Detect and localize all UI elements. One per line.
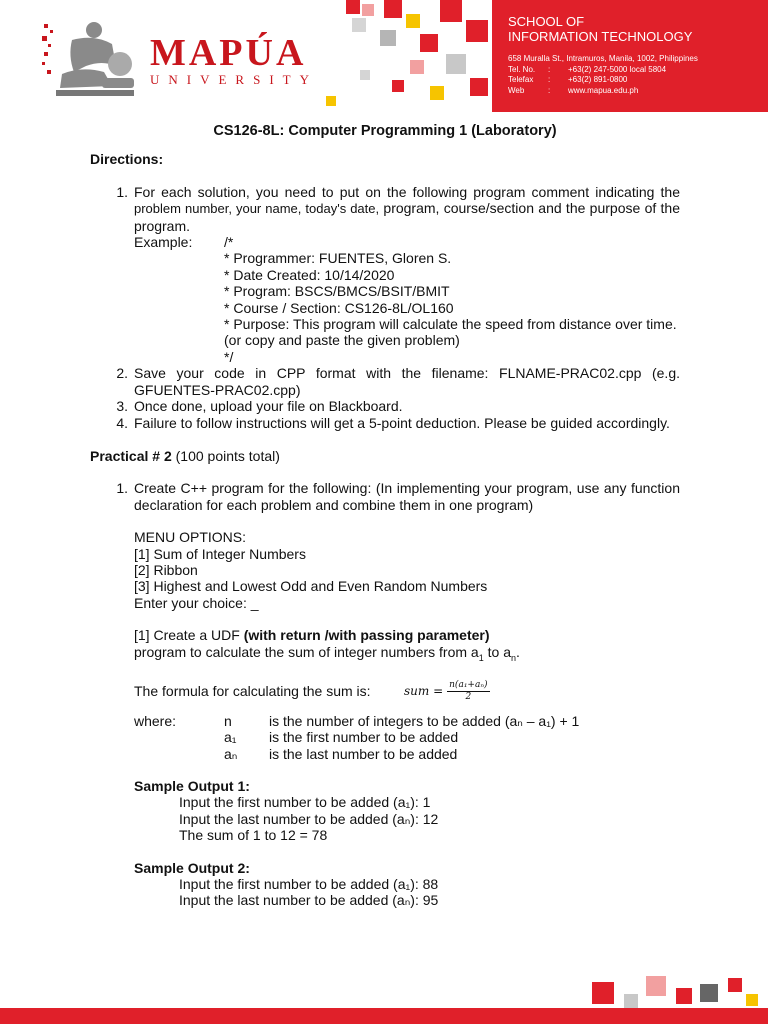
item-number: 4. [116, 414, 128, 431]
subscript: n [510, 652, 516, 663]
sample-output-2 [134, 876, 680, 909]
decor-square [700, 984, 718, 1002]
brand-subtitle: UNIVERSITY [150, 72, 318, 87]
practical-title: Practical # 2 [90, 447, 172, 464]
item-content [134, 480, 680, 909]
sample-output-1 [134, 794, 680, 843]
where-table [134, 713, 680, 762]
decor-square [362, 4, 374, 16]
menu-line: [1] Sum of Integer Numbers [134, 545, 306, 562]
decor-square [746, 994, 758, 1006]
decor-square [346, 0, 360, 14]
example-line: (or copy and paste the given problem) [224, 332, 460, 349]
example-line: * Course / Section: CS126-8L/OL160 [224, 299, 454, 316]
decor-square [446, 54, 466, 74]
where-label: where: [134, 712, 177, 729]
text: For each solution, you need to put on the following program comment indicating the [134, 183, 680, 200]
address: 658 Muralla St., Intramuros, Manila, 1002, Philippines [508, 54, 698, 63]
sample-line: Input the last number to be added (aₙ): 95 [179, 892, 439, 909]
menu-line: [3] Highest and Lowest Odd and Even Random Numbers [134, 578, 488, 595]
telefax-value: +63(2) 891-0800 [568, 75, 628, 84]
decor-square [360, 70, 370, 80]
formula-lhs: sum = [404, 684, 444, 699]
where-row [134, 713, 680, 729]
university-logotype [150, 34, 318, 88]
directions-list [90, 184, 680, 431]
item-number: 3. [116, 398, 128, 415]
tel-value: +63(2) 247-5000 local 5804 [568, 64, 667, 74]
item-number: 2. [116, 365, 128, 382]
formula-numerator: n(a₁+aₙ) [449, 679, 488, 690]
list-item [90, 398, 680, 414]
sample-line: The sum of 1 to 12 = 78 [179, 827, 328, 844]
menu-options [134, 529, 680, 611]
text: problem number, your name, today's date, [134, 201, 380, 217]
sample-line: Input the last number to be added (aₙ): 12 [179, 810, 439, 827]
item-text: Failure to follow instructions will get a 5-point deduction. Please be guided accordingly. [134, 414, 670, 431]
separator: : [548, 64, 551, 74]
text: program to calculate the sum of integer numbers from a [134, 643, 479, 660]
brand-name: MAPÚA [150, 32, 307, 74]
udf-instruction [134, 627, 680, 666]
decor-square [728, 978, 742, 992]
item-number: 1. [116, 480, 128, 497]
decor-square [420, 34, 438, 52]
decor-square [676, 988, 692, 1004]
telefax-label: Telefax [508, 75, 534, 84]
example-line: * Purpose: This program will calculate the speed from distance over time. [224, 316, 677, 333]
decor-square [470, 78, 488, 96]
formula-denominator: 2 [465, 691, 472, 702]
formula-fraction [447, 680, 489, 703]
where-row [134, 746, 680, 762]
item-text [134, 184, 680, 234]
decor-square [440, 0, 462, 22]
separator: : [548, 75, 551, 84]
contact-row-web [508, 86, 698, 97]
decor-square [384, 0, 402, 18]
text: [1] Create a UDF [134, 627, 244, 644]
example-block [134, 234, 680, 365]
where-symbol: a₁ [224, 729, 237, 746]
text: program, course/section and the purpose of the program. [134, 200, 680, 234]
item-content [134, 184, 680, 365]
example-line: */ [224, 348, 234, 365]
spacer [134, 729, 224, 745]
school-name [508, 14, 692, 44]
example-code [224, 234, 677, 365]
example-line: * Date Created: 10/14/2020 [224, 266, 395, 283]
contact-row-tel [508, 65, 698, 76]
document-body [90, 123, 680, 909]
document-title: CS126-8L: Computer Programming 1 (Laboratory) [213, 123, 557, 139]
subscript: 1 [478, 652, 484, 663]
school-line-2: INFORMATION TECHNOLOGY [508, 29, 693, 44]
list-item [90, 480, 680, 909]
sample-output-1-heading: Sample Output 1: [134, 777, 250, 794]
decor-square [380, 30, 396, 46]
decor-square [646, 976, 666, 996]
list-item [90, 415, 680, 431]
where-desc: is the number of integers to be added (aₙ – a₁) + 1 [269, 712, 580, 729]
example-line: * Program: BSCS/BMCS/BSIT/BMIT [224, 283, 450, 300]
decor-square [410, 60, 424, 74]
school-line-1: SCHOOL OF [508, 14, 585, 29]
decor-square [624, 994, 638, 1008]
where-symbol: aₙ [224, 745, 238, 762]
text: . [516, 643, 520, 660]
tel-label: Tel. No. [508, 64, 536, 74]
contact-info [508, 54, 698, 96]
formula-label: The formula for calculating the sum is: [134, 683, 371, 700]
menu-line: Enter your choice: _ [134, 594, 259, 611]
formula-line [134, 680, 680, 703]
where-row [134, 729, 680, 745]
decor-square [326, 96, 336, 106]
contact-row-telefax [508, 75, 698, 86]
menu-line: [2] Ribbon [134, 561, 198, 578]
item-text: Create C++ program for the following: (In implementing your program, use any function declaration for each problem and combine them in one program) [134, 480, 680, 513]
menu-line: MENU OPTIONS: [134, 529, 247, 546]
practical-heading [90, 448, 680, 464]
item-number: 1. [116, 183, 128, 200]
decor-square [430, 86, 444, 100]
decor-square [466, 20, 488, 42]
letterhead [0, 0, 768, 112]
web-label: Web [508, 85, 525, 95]
where-desc: is the first number to be added [269, 729, 459, 746]
university-seal-logo [42, 16, 142, 102]
example-line: /* [224, 234, 234, 251]
list-item [90, 184, 680, 365]
sample-output-2-heading: Sample Output 2: [134, 859, 250, 876]
decor-square [352, 18, 366, 32]
item-text: Save your code in CPP format with the filename: FLNAME-PRAC02.cpp (e.g. GFUENTES-PRAC02.cpp) [134, 365, 680, 398]
item-text: Once done, upload your file on Blackboard. [134, 398, 403, 415]
separator: : [548, 85, 551, 95]
udf-line-2 [134, 644, 680, 666]
text: (with return /with passing parameter) [243, 627, 490, 644]
footer-red-bar [0, 1008, 768, 1024]
where-desc: is the last number to be added [269, 745, 458, 762]
spacer [134, 746, 224, 762]
udf-line-1 [134, 627, 680, 643]
decor-square [392, 80, 404, 92]
list-item [90, 365, 680, 398]
decor-square [592, 982, 614, 1004]
web-value: www.mapua.edu.ph [568, 85, 639, 95]
directions-heading: Directions: [90, 151, 164, 168]
text: to a [483, 643, 511, 660]
example-label: Example: [134, 234, 193, 251]
decor-square [406, 14, 420, 28]
practical-points: (100 points total) [171, 447, 280, 464]
sample-line: Input the first number to be added (a₁): 1 [179, 794, 431, 811]
example-line: * Programmer: FUENTES, Gloren S. [224, 250, 452, 267]
where-symbol: n [224, 712, 232, 729]
sample-line: Input the first number to be added (a₁): 88 [179, 876, 439, 893]
